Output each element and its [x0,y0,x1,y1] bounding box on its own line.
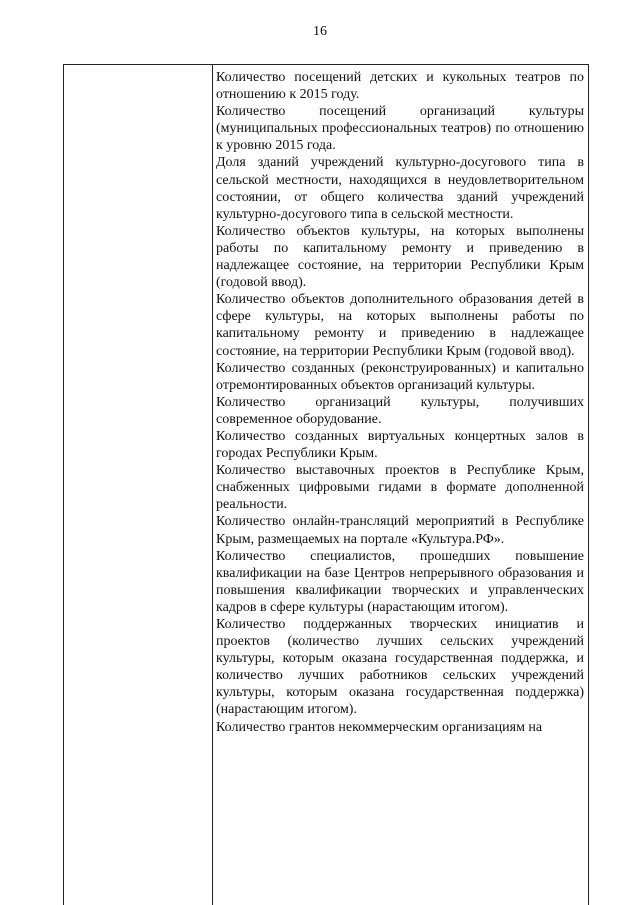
indicator-paragraph: Количество посещений детских и кукольных театров по отношению к 2015 году. [216,70,584,103]
indicator-paragraph: Количество созданных (реконструированных) и капитально отремонтированных объектов организаций культуры. [216,360,584,393]
indicator-paragraph: Количество созданных виртуальных концертных залов в городах Республики Крым. [216,428,584,462]
indicator-paragraph: Количество специалистов, прошедших повышение квалификации на базе Центров непрерывного образования и повышения квалификации творческих и управленческих кадров в сфере культуры (нарастающим итогом). [216,548,584,615]
page-number: 16 [313,24,327,39]
indicator-paragraph: Количество выставочных проектов в Республике Крым, снабженных цифровыми гидами в формате дополненной реальности. [216,463,584,513]
indicator-paragraph: Количество грантов некоммерческим организациям на [216,719,543,735]
column-divider [212,65,213,905]
indicator-paragraph: Количество посещений организаций культуры (муниципальных профессиональных театров) по отношению к уровню 2015 года. [216,104,584,154]
indicator-table [63,64,589,905]
indicator-list [216,69,584,736]
indicator-paragraph: Количество объектов дополнительного образования детей в сфере культуры, на которых выполнены работы по капитальному ремонту и приведению в надлежащее состояние, на территории Республики Крым (годовой ввод). [216,292,584,359]
indicator-paragraph: Доля зданий учреждений культурно-досугового типа в сельской местности, находящихся в неудовлетворительном состоянии, от общего количества зданий учреждений культурно-досугового типа в сельской местности. [216,155,584,222]
indicator-paragraph: Количество объектов культуры, на которых выполнены работы по капитальному ремонту и приведению в надлежащее состояние, на территории Республики Крым (годовой ввод). [216,223,584,291]
indicator-paragraph: Количество онлайн-трансляций мероприятий в Республике Крым, размещаемых на портале «Культура.РФ». [216,514,584,547]
indicator-paragraph: Количество поддержанных творческих инициатив и проектов (количество лучших сельских учреждений культуры, которым оказана государственная поддержка, и количество лучших работников сельских учреждений культуры, которым оказана государственная поддержка) (нарастающим итогом). [216,617,584,718]
indicator-paragraph: Количество организаций культуры, получивших современное оборудование. [216,394,584,427]
